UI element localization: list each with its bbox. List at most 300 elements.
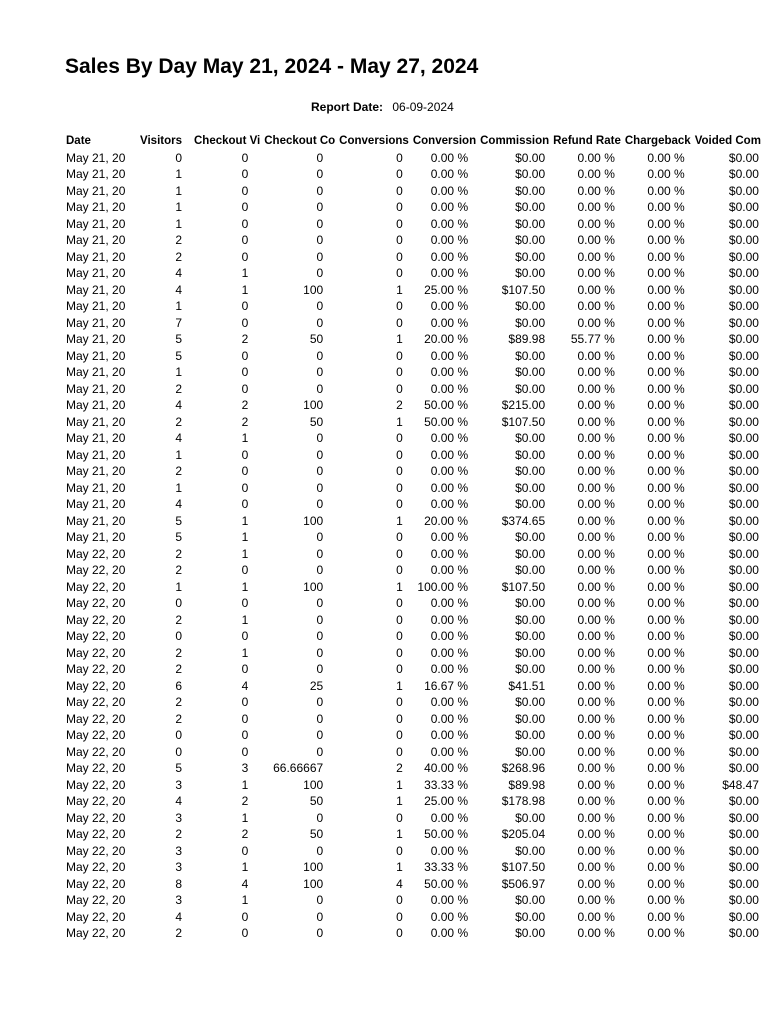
cell-voided-commission: $0.00 [728, 579, 759, 594]
cell-conversion-rate: 20.00 % [424, 332, 469, 346]
cell-visitors: 3 [175, 893, 182, 907]
cell-checkout-conversion: 0 [316, 381, 324, 396]
cell-conversion-rate: 0.00 % [430, 315, 469, 330]
cell-refund-rate: 0.00 % [577, 876, 615, 891]
cell-chargeback: 0.00 % [647, 761, 685, 775]
cell-conversions: 0 [396, 645, 403, 660]
cell-visitors: 2 [175, 249, 182, 264]
cell-checkout-visits: 0 [241, 909, 249, 924]
cell-conversions: 4 [396, 876, 403, 891]
cell-date: May 22, 20 [66, 893, 126, 907]
cell-visitors: 4 [175, 431, 182, 445]
cell-commission: $0.00 [515, 480, 546, 495]
cell-commission: $0.00 [515, 810, 546, 825]
cell-commission: $0.00 [515, 315, 546, 330]
cell-chargeback: 0.00 % [647, 794, 685, 808]
cell-chargeback: 0.00 % [647, 332, 685, 346]
cell-conversions: 2 [396, 761, 403, 775]
table-row [64, 694, 763, 711]
cell-voided-commission: $0.00 [728, 530, 759, 544]
cell-chargeback: 0.00 % [647, 381, 685, 396]
cell-refund-rate: 0.00 % [577, 860, 615, 874]
table-row [64, 414, 763, 431]
cell-chargeback: 0.00 % [647, 348, 685, 363]
cell-conversion-rate: 20.00 % [424, 513, 469, 528]
cell-chargeback: 0.00 % [647, 414, 685, 429]
table-row [64, 777, 763, 794]
cell-checkout-conversion: 0 [316, 183, 324, 198]
cell-conversions: 0 [396, 926, 403, 940]
cell-date: May 21, 20 [66, 315, 126, 330]
cell-conversion-rate: 0.00 % [430, 744, 469, 759]
cell-voided-commission: $0.00 [728, 662, 759, 676]
table-row [64, 562, 763, 579]
cell-commission: $107.50 [501, 860, 546, 874]
cell-conversions: 0 [396, 744, 403, 759]
cell-commission: $0.00 [515, 893, 546, 907]
cell-commission: $0.00 [515, 744, 546, 759]
cell-checkout-visits: 0 [241, 216, 249, 231]
cell-checkout-conversion: 0 [316, 530, 324, 544]
table-row [64, 645, 763, 662]
cell-visitors: 4 [175, 497, 182, 511]
cell-commission: $0.00 [515, 167, 546, 181]
cell-commission: $89.98 [508, 332, 546, 346]
cell-date: May 22, 20 [66, 711, 126, 726]
cell-checkout-conversion: 100 [303, 860, 324, 874]
cell-voided-commission: $0.00 [728, 266, 759, 280]
cell-chargeback: 0.00 % [647, 183, 685, 198]
table-row [64, 546, 763, 563]
cell-visitors: 2 [175, 563, 182, 577]
cell-conversion-rate: 0.00 % [430, 909, 469, 924]
cell-visitors: 2 [175, 926, 182, 940]
table-row [64, 315, 763, 332]
cell-checkout-visits: 2 [241, 827, 249, 841]
cell-conversion-rate: 0.00 % [430, 596, 469, 610]
cell-commission: $0.00 [515, 695, 546, 709]
cell-conversions: 1 [396, 827, 403, 841]
cell-conversion-rate: 0.00 % [430, 662, 469, 676]
table-row [64, 496, 763, 513]
cell-conversion-rate: 50.00 % [424, 827, 469, 841]
cell-visitors: 2 [175, 612, 182, 627]
table-row [64, 661, 763, 678]
cell-checkout-visits: 1 [241, 777, 249, 792]
cell-checkout-visits: 3 [241, 761, 249, 775]
cell-refund-rate: 0.00 % [577, 282, 615, 297]
cell-chargeback: 0.00 % [647, 431, 685, 445]
cell-checkout-visits: 0 [241, 662, 249, 676]
cell-visitors: 1 [175, 183, 182, 198]
cell-refund-rate: 0.00 % [577, 513, 615, 528]
cell-chargeback: 0.00 % [647, 629, 685, 643]
cell-conversion-rate: 0.00 % [430, 348, 469, 363]
table-row [64, 595, 763, 612]
cell-conversion-rate: 0.00 % [430, 200, 469, 214]
cell-checkout-visits: 1 [241, 579, 249, 594]
cell-commission: $215.00 [501, 398, 546, 412]
cell-conversions: 0 [396, 381, 403, 396]
cell-conversions: 0 [396, 447, 403, 462]
cell-checkout-conversion: 0 [316, 810, 324, 825]
cell-refund-rate: 0.00 % [577, 612, 615, 627]
table-row [64, 628, 763, 645]
cell-visitors: 8 [175, 876, 182, 891]
table-row [64, 282, 763, 299]
cell-conversions: 0 [396, 612, 403, 627]
cell-voided-commission: $0.00 [728, 843, 759, 858]
cell-voided-commission: $0.00 [728, 860, 759, 874]
cell-conversions: 0 [396, 810, 403, 825]
cell-conversion-rate: 0.00 % [430, 365, 469, 379]
table-row [64, 348, 763, 365]
cell-chargeback: 0.00 % [647, 513, 685, 528]
cell-checkout-visits: 1 [241, 546, 249, 561]
table-row [64, 760, 763, 777]
table-row [64, 843, 763, 860]
col-checkout-visits: Checkout Vi [194, 135, 261, 147]
cell-refund-rate: 0.00 % [577, 431, 615, 445]
cell-voided-commission: $0.00 [728, 150, 759, 165]
cell-checkout-conversion: 0 [316, 546, 324, 561]
cell-visitors: 1 [175, 200, 182, 214]
cell-commission: $506.97 [501, 876, 546, 891]
report-title: Sales By Day May 21, 2024 - May 27, 2024 [65, 55, 479, 78]
table-row [64, 331, 763, 348]
cell-chargeback: 0.00 % [647, 167, 685, 181]
cell-conversions: 0 [396, 662, 403, 676]
cell-refund-rate: 0.00 % [577, 299, 615, 313]
cell-checkout-conversion: 0 [316, 695, 324, 709]
cell-checkout-visits: 0 [241, 926, 249, 940]
table-row [64, 480, 763, 497]
cell-conversion-rate: 0.00 % [430, 629, 469, 643]
cell-date: May 22, 20 [66, 629, 126, 643]
cell-refund-rate: 0.00 % [577, 579, 615, 594]
table-row [64, 447, 763, 464]
cell-date: May 21, 20 [66, 398, 126, 412]
cell-visitors: 3 [175, 777, 182, 792]
cell-visitors: 4 [175, 266, 182, 280]
cell-voided-commission: $0.00 [728, 233, 759, 247]
cell-voided-commission: $0.00 [728, 909, 759, 924]
cell-refund-rate: 0.00 % [577, 315, 615, 330]
cell-date: May 22, 20 [66, 876, 126, 891]
cell-refund-rate: 0.00 % [577, 167, 615, 181]
cell-visitors: 2 [175, 414, 182, 429]
cell-visitors: 0 [175, 728, 182, 742]
cell-commission: $0.00 [515, 299, 546, 313]
cell-checkout-visits: 0 [241, 381, 249, 396]
cell-commission: $0.00 [515, 645, 546, 660]
cell-checkout-visits: 4 [241, 876, 249, 891]
cell-checkout-conversion: 0 [316, 315, 324, 330]
cell-voided-commission: $0.00 [728, 381, 759, 396]
cell-refund-rate: 0.00 % [577, 150, 615, 165]
cell-refund-rate: 0.00 % [577, 893, 615, 907]
cell-refund-rate: 0.00 % [577, 777, 615, 792]
cell-conversion-rate: 0.00 % [430, 546, 469, 561]
cell-visitors: 5 [175, 761, 182, 775]
cell-checkout-visits: 0 [241, 233, 249, 247]
cell-refund-rate: 55.77 % [570, 332, 615, 346]
cell-conversions: 1 [396, 678, 403, 693]
cell-checkout-visits: 1 [241, 893, 249, 907]
table-row [64, 727, 763, 744]
cell-commission: $107.50 [501, 414, 546, 429]
cell-visitors: 2 [175, 233, 182, 247]
cell-visitors: 5 [175, 348, 182, 363]
cell-visitors: 2 [175, 645, 182, 660]
cell-chargeback: 0.00 % [647, 216, 685, 231]
cell-conversion-rate: 0.00 % [430, 381, 469, 396]
cell-date: May 21, 20 [66, 249, 126, 264]
cell-chargeback: 0.00 % [647, 200, 685, 214]
cell-checkout-visits: 1 [241, 860, 249, 874]
cell-date: May 21, 20 [66, 497, 126, 511]
cell-checkout-conversion: 100 [303, 777, 324, 792]
cell-conversion-rate: 0.00 % [430, 266, 469, 280]
cell-checkout-conversion: 0 [316, 497, 324, 511]
cell-refund-rate: 0.00 % [577, 728, 615, 742]
cell-visitors: 0 [175, 150, 182, 165]
cell-voided-commission: $0.00 [728, 711, 759, 726]
cell-conversion-rate: 40.00 % [424, 761, 469, 775]
cell-conversion-rate: 0.00 % [430, 711, 469, 726]
cell-conversion-rate: 25.00 % [424, 282, 469, 297]
cell-conversions: 0 [396, 266, 403, 280]
cell-refund-rate: 0.00 % [577, 447, 615, 462]
cell-voided-commission: $0.00 [728, 546, 759, 561]
cell-checkout-visits: 0 [241, 348, 249, 363]
cell-conversions: 1 [396, 414, 403, 429]
cell-voided-commission: $0.00 [728, 810, 759, 825]
cell-date: May 22, 20 [66, 810, 126, 825]
cell-visitors: 1 [175, 365, 182, 379]
cell-date: May 22, 20 [66, 827, 126, 841]
cell-refund-rate: 0.00 % [577, 662, 615, 676]
cell-checkout-conversion: 0 [316, 612, 324, 627]
cell-visitors: 0 [175, 596, 182, 610]
cell-visitors: 1 [175, 299, 182, 313]
cell-date: May 21, 20 [66, 431, 126, 445]
col-chargeback: Chargeback [624, 135, 691, 147]
cell-conversions: 0 [396, 629, 403, 643]
table-body [64, 150, 763, 942]
cell-checkout-visits: 0 [241, 183, 249, 198]
cell-checkout-visits: 2 [241, 794, 249, 808]
cell-refund-rate: 0.00 % [577, 200, 615, 214]
cell-visitors: 0 [175, 744, 182, 759]
cell-refund-rate: 0.00 % [577, 794, 615, 808]
cell-conversions: 0 [396, 299, 403, 313]
cell-conversion-rate: 0.00 % [430, 464, 469, 478]
cell-chargeback: 0.00 % [647, 596, 685, 610]
cell-commission: $0.00 [515, 464, 546, 478]
cell-refund-rate: 0.00 % [577, 695, 615, 709]
cell-chargeback: 0.00 % [647, 645, 685, 660]
cell-conversion-rate: 0.00 % [430, 563, 469, 577]
cell-checkout-conversion: 50 [309, 794, 324, 808]
cell-checkout-visits: 2 [241, 398, 249, 412]
cell-date: May 21, 20 [66, 381, 126, 396]
cell-visitors: 3 [175, 843, 182, 858]
cell-checkout-conversion: 100 [303, 282, 324, 297]
cell-voided-commission: $0.00 [728, 629, 759, 643]
cell-refund-rate: 0.00 % [577, 744, 615, 759]
cell-commission: $0.00 [515, 150, 546, 165]
cell-checkout-visits: 1 [241, 645, 249, 660]
cell-date: May 21, 20 [66, 447, 126, 462]
table-row [64, 265, 763, 282]
cell-commission: $0.00 [515, 909, 546, 924]
cell-conversions: 0 [396, 348, 403, 363]
col-refund-rate: Refund Rate [553, 135, 621, 147]
cell-checkout-visits: 0 [241, 596, 249, 610]
cell-commission: $0.00 [515, 926, 546, 940]
cell-checkout-conversion: 100 [303, 513, 324, 528]
cell-voided-commission: $0.00 [728, 645, 759, 660]
cell-conversion-rate: 50.00 % [424, 876, 469, 891]
cell-checkout-visits: 0 [241, 744, 249, 759]
cell-visitors: 1 [175, 447, 182, 462]
cell-voided-commission: $0.00 [728, 678, 759, 693]
cell-commission: $0.00 [515, 612, 546, 627]
cell-voided-commission: $0.00 [728, 167, 759, 181]
cell-checkout-visits: 1 [241, 266, 249, 280]
cell-refund-rate: 0.00 % [577, 711, 615, 726]
cell-commission: $0.00 [515, 843, 546, 858]
cell-voided-commission: $0.00 [728, 563, 759, 577]
cell-commission: $0.00 [515, 381, 546, 396]
cell-chargeback: 0.00 % [647, 530, 685, 544]
cell-visitors: 2 [175, 381, 182, 396]
cell-date: May 21, 20 [66, 513, 126, 528]
cell-voided-commission: $0.00 [728, 596, 759, 610]
cell-date: May 22, 20 [66, 794, 126, 808]
cell-conversions: 1 [396, 332, 403, 346]
cell-refund-rate: 0.00 % [577, 266, 615, 280]
cell-chargeback: 0.00 % [647, 480, 685, 495]
cell-conversion-rate: 0.00 % [430, 216, 469, 231]
cell-voided-commission: $48.47 [722, 777, 759, 792]
cell-conversions: 0 [396, 150, 403, 165]
cell-chargeback: 0.00 % [647, 447, 685, 462]
cell-chargeback: 0.00 % [647, 398, 685, 412]
cell-commission: $0.00 [515, 233, 546, 247]
cell-chargeback: 0.00 % [647, 678, 685, 693]
cell-visitors: 6 [175, 678, 182, 693]
cell-checkout-conversion: 0 [316, 200, 324, 214]
cell-commission: $0.00 [515, 728, 546, 742]
cell-commission: $0.00 [515, 563, 546, 577]
cell-chargeback: 0.00 % [647, 728, 685, 742]
cell-refund-rate: 0.00 % [577, 233, 615, 247]
cell-conversions: 0 [396, 530, 403, 544]
cell-voided-commission: $0.00 [728, 200, 759, 214]
table-row [64, 232, 763, 249]
cell-checkout-conversion: 0 [316, 480, 324, 495]
cell-date: May 22, 20 [66, 645, 126, 660]
cell-visitors: 5 [175, 513, 182, 528]
cell-chargeback: 0.00 % [647, 860, 685, 874]
cell-commission: $374.65 [501, 513, 546, 528]
cell-checkout-conversion: 0 [316, 629, 324, 643]
cell-visitors: 0 [175, 629, 182, 643]
cell-voided-commission: $0.00 [728, 794, 759, 808]
table-row [64, 612, 763, 629]
cell-checkout-visits: 1 [241, 810, 249, 825]
table-row [64, 711, 763, 728]
cell-commission: $178.98 [501, 794, 546, 808]
cell-conversion-rate: 50.00 % [424, 414, 469, 429]
cell-commission: $89.98 [508, 777, 546, 792]
cell-date: May 22, 20 [66, 662, 126, 676]
table-row [64, 744, 763, 761]
cell-refund-rate: 0.00 % [577, 843, 615, 858]
cell-checkout-conversion: 100 [303, 398, 324, 412]
cell-voided-commission: $0.00 [728, 744, 759, 759]
cell-checkout-conversion: 0 [316, 431, 324, 445]
cell-date: May 21, 20 [66, 183, 126, 198]
cell-commission: $0.00 [515, 596, 546, 610]
cell-chargeback: 0.00 % [647, 579, 685, 594]
cell-conversions: 0 [396, 909, 403, 924]
cell-date: May 21, 20 [66, 299, 126, 313]
cell-voided-commission: $0.00 [728, 761, 759, 775]
cell-refund-rate: 0.00 % [577, 365, 615, 379]
cell-visitors: 1 [175, 216, 182, 231]
cell-conversions: 0 [396, 216, 403, 231]
cell-refund-rate: 0.00 % [577, 909, 615, 924]
cell-conversions: 1 [396, 777, 403, 792]
cell-date: May 21, 20 [66, 464, 126, 478]
cell-visitors: 4 [175, 282, 182, 297]
cell-visitors: 5 [175, 530, 182, 544]
cell-voided-commission: $0.00 [728, 365, 759, 379]
cell-checkout-conversion: 0 [316, 233, 324, 247]
cell-visitors: 2 [175, 662, 182, 676]
cell-chargeback: 0.00 % [647, 315, 685, 330]
cell-conversion-rate: 0.00 % [430, 893, 469, 907]
cell-checkout-conversion: 0 [316, 249, 324, 264]
cell-voided-commission: $0.00 [728, 926, 759, 940]
cell-conversions: 0 [396, 183, 403, 198]
cell-checkout-conversion: 0 [316, 150, 324, 165]
table-row [64, 298, 763, 315]
cell-commission: $0.00 [515, 216, 546, 231]
table-row [64, 430, 763, 447]
cell-conversions: 0 [396, 497, 403, 511]
cell-date: May 22, 20 [66, 860, 126, 874]
cell-voided-commission: $0.00 [728, 464, 759, 478]
cell-chargeback: 0.00 % [647, 744, 685, 759]
cell-visitors: 2 [175, 827, 182, 841]
cell-date: May 22, 20 [66, 761, 126, 775]
cell-checkout-conversion: 0 [316, 464, 324, 478]
cell-refund-rate: 0.00 % [577, 497, 615, 511]
cell-refund-rate: 0.00 % [577, 249, 615, 264]
table-row [64, 876, 763, 893]
table-header-row [64, 133, 763, 150]
cell-refund-rate: 0.00 % [577, 530, 615, 544]
cell-voided-commission: $0.00 [728, 282, 759, 297]
cell-voided-commission: $0.00 [728, 893, 759, 907]
cell-conversion-rate: 0.00 % [430, 728, 469, 742]
table-row [64, 463, 763, 480]
cell-visitors: 5 [175, 332, 182, 346]
